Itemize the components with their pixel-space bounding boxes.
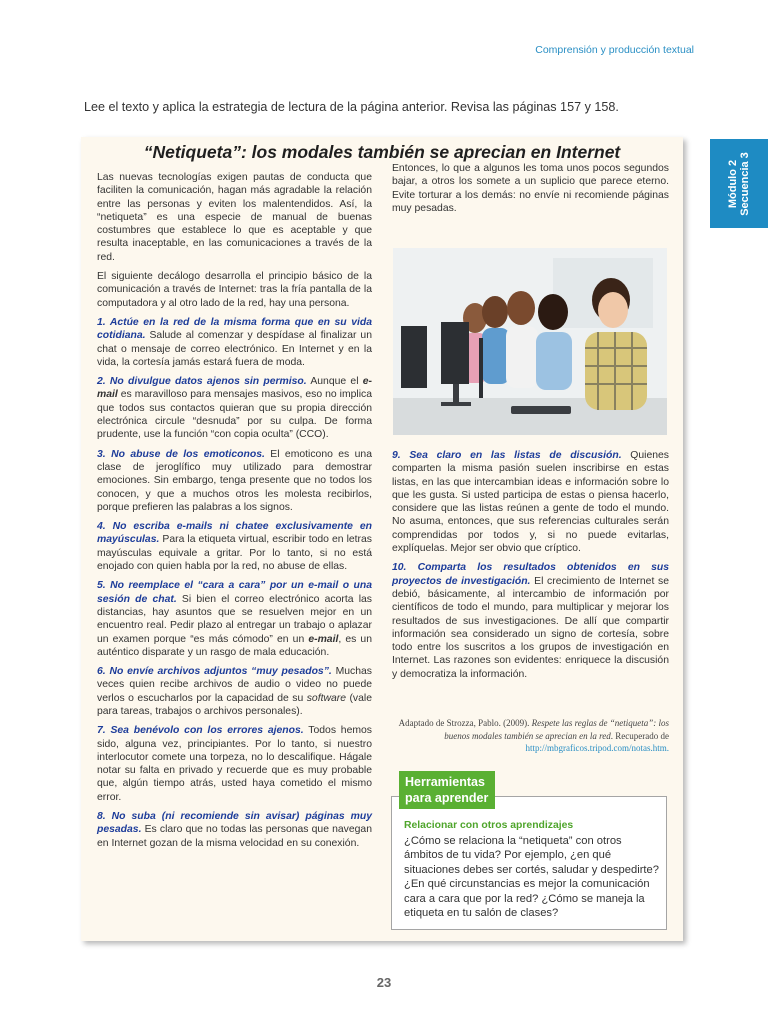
rule-2-email-term: e-mail [97,376,372,401]
article-panel [81,137,683,941]
rule-4-text: Para la etiqueta virtual, escribir todo en letras mayúsculas equivale a gritar. Por lo tanto, si no está enojado con quien habla por la red, no abuse de ellas. [97,534,372,573]
rule-3 [97,448,372,514]
rule-2 [97,375,372,441]
module-side-tab-text [727,152,751,216]
rule-5-text-a: Si bien el correo electrónico acorta las distancias, hay asuntos que se resuelven mejor en un encuentro real. Pedir plazo al entregar un trabajo o aplazar un examen porque “es más cómodo” en un [97,593,372,645]
rule-8-continuation: Entonces, lo que a algunos les toma unos pocos segundos bajar, a otros los somete a un suplicio que parece eterno. Evite torturar a los demás: no envíe ni recomiende páginas muy pesadas. [392,163,669,214]
page-header-section: Comprensión y producción textual [535,44,694,56]
page-number: 23 [376,975,392,990]
rule-1-title: 1. Actúe en la red de la misma forma que en su vida cotidiana. [97,316,372,342]
module-side-tab [710,139,768,228]
rule-10 [392,561,669,681]
rule-6-text-a: Muchas veces quien recibe archivos de audio o video no puede verlos o escucharlos por la capacidad de su [97,666,372,704]
source-author: Adaptado de Strozza, Pablo. (2009). [398,718,532,728]
rule-8-title: 8. No suba (ni recomiende sin avisar) páginas muy pesadas. [97,811,372,836]
sequence-label: Secuencia 3 [739,151,751,216]
rule-1 [97,316,372,369]
article-title: “Netiqueta”: los modales también se aprecian en Internet [143,142,621,162]
rule-6 [97,665,372,718]
rule-3-title: 3. No abuse de los emoticonos. [97,448,265,460]
rule-2-text-a: Aunque el [306,376,363,388]
intro-paragraph-1: Las nuevas tecnologías exigen pautas de conducta que faciliten la comunicación, hagan más agradable la relación entre las personas y eviten los malentendidos. Así, la “netiqueta” es una especie de manual de buenas costumbres que establece lo que es aceptable y que resulta inaceptable, en las comunicaciones a través de la red. [97,172,372,263]
rule-2-title: 2. No divulgue datos ajenos sin permiso. [97,376,307,388]
tools-subtitle: Relacionar con otros aprendizajes [404,820,574,831]
rule-9-title: 9. Sea claro en las listas de discusión. [392,450,622,461]
rule-7 [97,724,372,804]
rule-10-text: El crecimiento de Internet se debió, básicamente, al intercambio de información por científicos de todo el mundo, para multiplicar y mejorar los resultados de sus investigaciones. De allí que compartir información sea considerado un signo de cortesía, sobre todo entre los suscritos a los grupos de investigación en Internet. Las razones son evidentes: enriquece la discusión y democratiza la información. [392,575,669,680]
rule-6-software-term: software [306,692,346,704]
rule-3-text: El emoticono es una clase de jeroglífico muy utilizado para demostrar emociones. Sin embargo, tenga presente que no todos los conocen, y que a muchos otros les molesta recibirlos, porque prefieren las palabras a los signos. [97,448,372,513]
tools-box [391,796,667,930]
article-right-column-top [392,162,669,221]
reading-instruction: Lee el texto y aplica la estrategia de lectura de la página anterior. Revisa las páginas 157 y 158. [84,100,619,114]
rule-4 [97,520,372,573]
intro-paragraph-2: El siguiente decálogo desarrolla el principio básico de la comunicación a través de Internet: tras la fría pantalla de la computadora y al otro lado de la red, hay una persona. [97,271,372,309]
students-computers-photo [393,248,667,435]
tools-body: ¿Cómo se relaciona la “netiqueta” con otros ámbitos de tu vida? Por ejemplo, ¿en qué situaciones debes ser cortés, saludar y despedirte? ¿En qué circunstancias es mejor la comunicación cara a cara que por la red? ¿Cómo se maneja la etiqueta en tu salón de clases? [404,835,659,920]
rule-7-text: Todos hemos sido, alguna vez, principiantes. Por lo tanto, si nuestro interlocutor comete una torpeza, no lo descalifique. Hágale notar su falta en privado y recuerde que es muy probable que, algún tiempo atrás, usted haya cometido el mismo error. [97,725,372,803]
rule-8 [97,810,372,850]
source-work-title: Respete las reglas de “netiqueta”: los buenos modales también se aprecian en la red [444,718,669,741]
rule-5-email-term: e-mail [308,633,339,645]
source-url-link[interactable]: http://mbgraficos.tripod.com/notas.htm. [525,743,669,753]
rule-6-text-b: (vale para tareas, trabajos o archivos personales). [97,692,372,717]
rule-5-title: 5. No reemplace el “cara a cara” por un e-mail o una sesión de chat. [97,580,372,605]
article-left-column [97,171,372,856]
tools-label [399,771,495,809]
students-computers-illustration [393,248,667,435]
rule-9-text: Quienes comparten la misma pasión suelen inscribirse en estas listas, en las que intercambian ideas e información sobre lo que les gusta. Si usted participa de estas o piensa hacerlo, considere que las listas reúnen a gente de todo el mundo. No asuma, entonces, que sus referencias culturales serán comprendidas por todos y, si no puede evitarlas, explíquelas. Mejor ser obvio que críptico. [392,450,669,555]
article-right-column-bottom [392,449,669,687]
rule-6-title: 6. No envíe archivos adjuntos “muy pesados”. [97,666,332,678]
source-retrieved: . Recuperado de [610,730,669,741]
tools-label-line-1: Herramientas [405,775,485,789]
tools-label-line-2: para aprender [405,791,489,805]
rule-7-title: 7. Sea benévolo con los errores ajenos. [97,725,304,737]
module-label: Módulo 2 [727,159,739,208]
rule-10-title: 10. Comparta los resultados obtenidos en sus proyectos de investigación. [392,562,669,587]
rule-8-text: Es claro que no todas las personas que navegan en Internet gozan de la misma velocidad en su conexión. [97,824,372,849]
rule-9 [392,449,669,555]
rule-1-text: Salude al comenzar y despídase al finalizar un chat o mensaje de correo electrónico. En Internet y en la vida, la cortesía jamás estará fuera de moda. [97,330,372,368]
rule-2-text-b: es maravilloso para mensajes masivos, eso no implica que todos sus contactos quieran que su propia dirección electrónica circule “desnuda” por su culpa. De forma prudente, use la función “con copia oculta” (CCO). [97,389,372,441]
rule-4-title: 4. No escriba e-mails ni chatee exclusivamente en mayúsculas. [97,521,372,546]
source-citation [392,717,669,755]
rule-5-text-b: , es un auténtico disparate y un rasgo de mala educación. [97,633,372,658]
rule-5 [97,579,372,659]
